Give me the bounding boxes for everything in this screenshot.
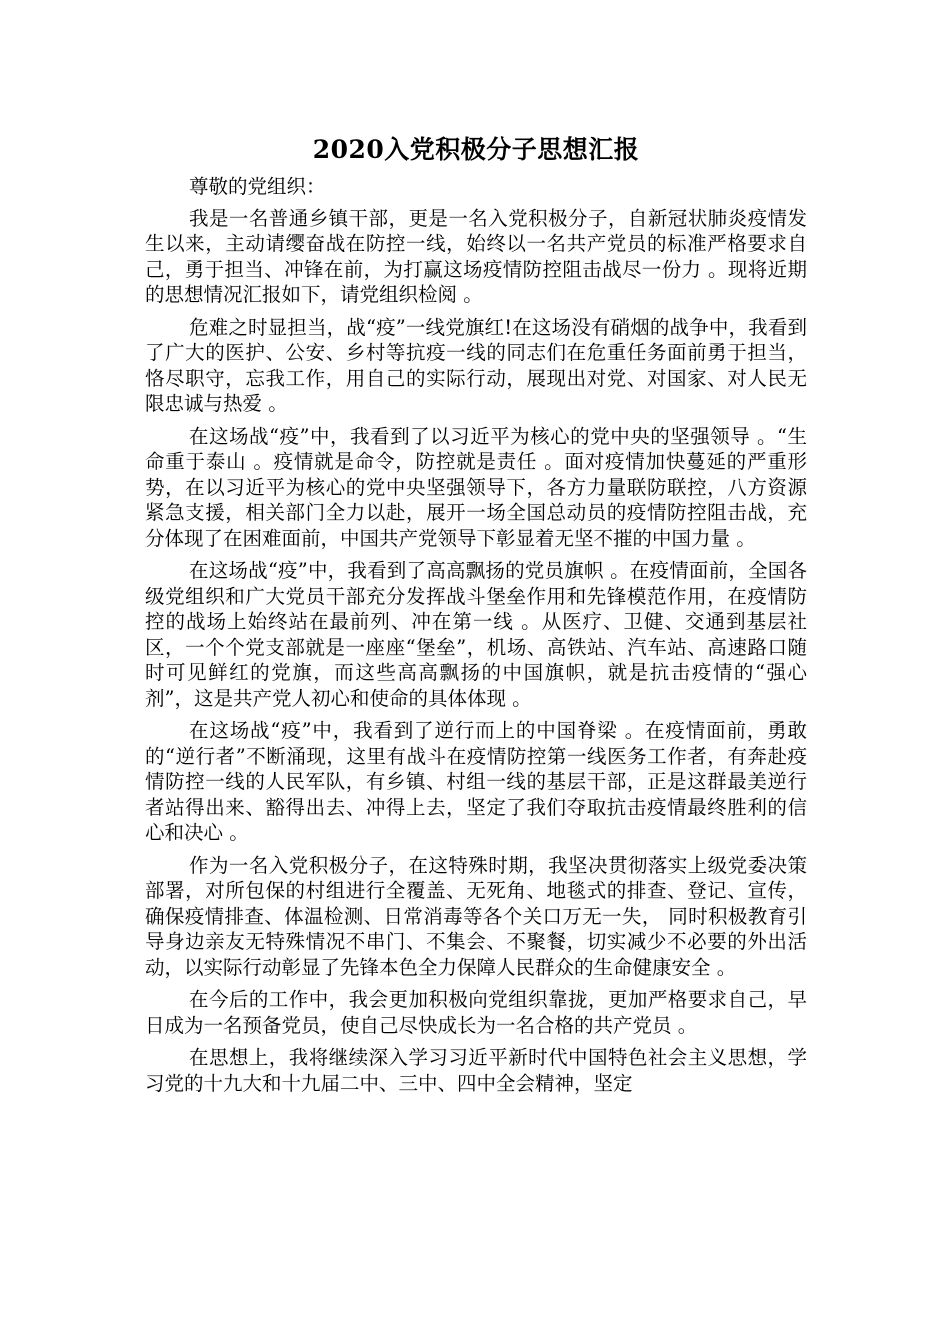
document-body xyxy=(145,128,807,1103)
paragraph-future-work: 在今后的工作中，我会更加积极向党组织靠拢，更加严格要求自己，早日成为一名预备党员，使自己尽快成长为一名合格的共产党员 。 xyxy=(145,988,807,1037)
paragraph-ideology: 在思想上，我将继续深入学习习近平新时代中国特色社会主义思想，学习党的十九大和十九届二中、三中、四中全会精神，坚定 xyxy=(145,1046,807,1095)
paragraph-leadership: 在这场战“疫”中，我看到了以习近平为核心的党中央的坚强领导 。“生命重于泰山 。疫情就是命令，防控就是责任 。面对疫情加快蔓延的严重形势，在以习近平为核心的党中央坚强领导下，各方力量联防联控，八方资源紧急支援，相关部门全力以赴，展开一场全国总动员的疫情防控阻击战，充分体现了在困难面前，中国共产党领导下彰显着无坚不摧的中国力量 。 xyxy=(145,424,807,550)
paragraph-frontline: 危难之时显担当，战“疫”一线党旗红!在这场没有硝烟的战争中，我看到了广大的医护、公安、乡村等抗疫一线的同志们在危重任务面前勇于担当，恪尽职守，忘我工作，用自己的实际行动，展现出对党、对国家、对人民无限忠诚与热爱 。 xyxy=(145,315,807,415)
paragraph-party-banner: 在这场战“疫”中，我看到了高高飘扬的党员旗帜 。在疫情面前，全国各级党组织和广大党员干部充分发挥战斗堡垒作用和先锋模范作用，在疫情防控的战场上始终站在最前列、冲在第一线 。从医疗、卫健、交通到基层社区，一个个党支部就是一座座“堡垒”，机场、高铁站、汽车站、高速路口随时可见鲜红的党旗，而这些高高飘扬的中国旗帜，就是抗击疫情的“强心剂”，这是共产党人初心和使命的具体体现 。 xyxy=(145,559,807,710)
document-title: 2020入党积极分子思想汇报 xyxy=(312,135,640,164)
paragraph-personal-action: 作为一名入党积极分子，在这特殊时期，我坚决贯彻落实上级党委决策部署，对所包保的村组进行全覆盖、无死角、地毯式的排查、登记、宣传，确保疫情排查、体温检测、日常消毒等各个关口万无一失， 同时积极教育引导身边亲友无特殊情况不串门、不集会、不聚餐，切实减少不必要的外出活动，以实际行动彰显了先锋本色全力保障人民群众的生命健康安全 。 xyxy=(145,853,807,979)
paragraph-intro: 我是一名普通乡镇干部，更是一名入党积极分子，自新冠状肺炎疫情发生以来，主动请缨奋战在防控一线，始终以一名共产党员的标准严格要求自己，勇于担当、冲锋在前，为打赢这场疫情防控阻击战尽一份力 。现将近期的思想情况汇报如下，请党组织检阅 。 xyxy=(145,206,807,306)
salutation: 尊敬的党组织： xyxy=(189,175,326,198)
paragraph-backbone: 在这场战“疫”中，我看到了逆行而上的中国脊梁 。在疫情面前，勇敢的“逆行者”不断涌现，这里有战斗在疫情防控第一线医务工作者，有奔赴疫情防控一线的人民军队，有乡镇、村组一线的基层干部，正是这群最美逆行者站得出来、豁得出去、冲得上去，坚定了我们夺取抗击疫情最终胜利的信心和决心 。 xyxy=(145,719,807,844)
